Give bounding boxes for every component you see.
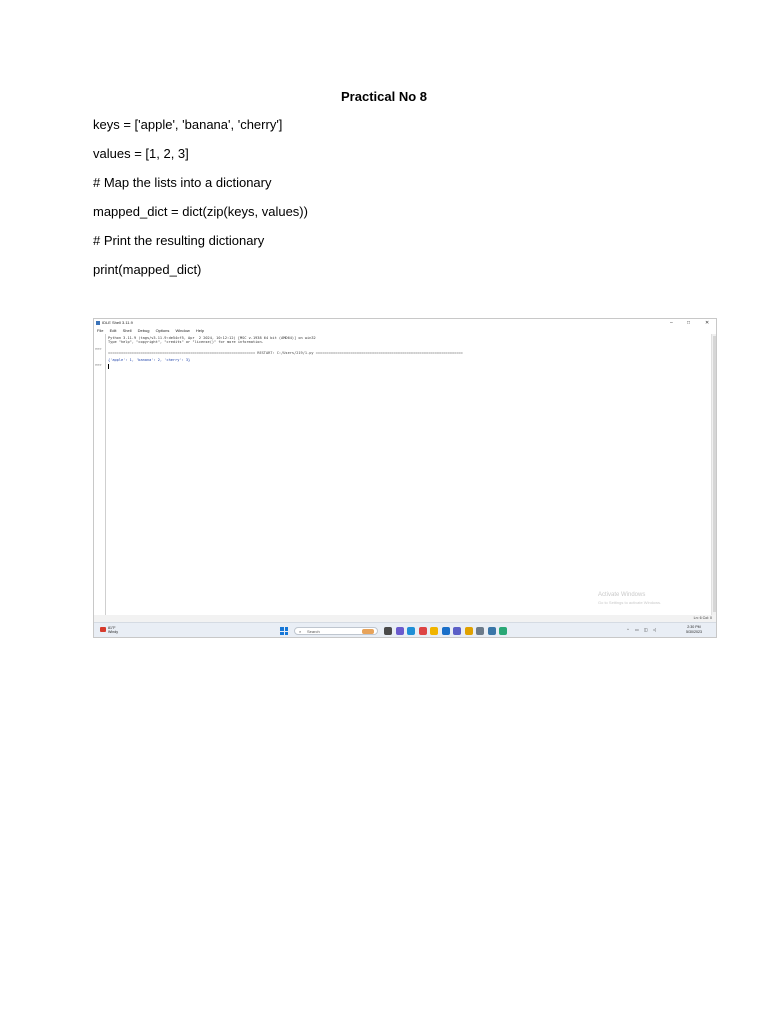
battery-icon[interactable]: ▭: [635, 627, 639, 632]
network-icon[interactable]: ◫: [643, 627, 648, 632]
taskbar-search-box[interactable]: [294, 627, 378, 635]
idle-app-icon: [96, 321, 100, 325]
vertical-scrollbar[interactable]: [711, 334, 717, 615]
menu-debug[interactable]: Debug: [137, 328, 150, 333]
code-line-print: print(mapped_dict): [93, 262, 202, 277]
code-line-keys: keys = ['apple', 'banana', 'cherry']: [93, 117, 283, 132]
start-button[interactable]: [280, 627, 288, 635]
chevron-up-icon[interactable]: ^: [627, 627, 629, 632]
window-title: IDLE Shell 3.11.9: [102, 320, 133, 325]
search-icon: ⌕: [299, 629, 302, 634]
file-explorer-icon[interactable]: [384, 627, 392, 635]
cursor-position: Ln: 6 Col: 0: [693, 616, 712, 620]
menu-options[interactable]: Options: [155, 328, 170, 333]
prompt-marker: >>>: [95, 363, 102, 367]
settings-icon[interactable]: [476, 627, 484, 635]
menu-bar: [94, 327, 716, 334]
status-bar: [94, 615, 716, 622]
menu-window[interactable]: Window: [175, 328, 190, 333]
menu-file[interactable]: File: [97, 328, 104, 333]
weather-temperature: 81°F: [108, 626, 116, 630]
code-comment-map: # Map the lists into a dictionary: [93, 175, 272, 190]
prompt-gutter: [94, 334, 106, 615]
edge-icon[interactable]: [407, 627, 415, 635]
prompt-marker: >>>: [95, 347, 102, 351]
code-line-mapped-dict: mapped_dict = dict(zip(keys, values)): [93, 204, 308, 219]
code-comment-print: # Print the resulting dictionary: [93, 233, 265, 248]
folder-icon[interactable]: [430, 627, 438, 635]
clock-date: 5/30/2023: [686, 630, 702, 634]
shell-output-line: {'apple': 1, 'banana': 2, 'cherry': 3}: [108, 358, 191, 362]
shell-editor[interactable]: [94, 334, 710, 615]
text-cursor: [108, 364, 109, 369]
maximize-button[interactable]: □: [687, 320, 691, 326]
menu-shell[interactable]: Shell: [122, 328, 132, 333]
shell-banner-line: Type "help", "copyright", "credits" or "license()" for more information.: [108, 340, 264, 344]
chrome-icon[interactable]: [465, 627, 473, 635]
watermark-subtitle: Go to Settings to activate Windows.: [598, 600, 662, 605]
teams-icon[interactable]: [453, 627, 461, 635]
outlook-icon[interactable]: [442, 627, 450, 635]
system-tray: [627, 627, 656, 632]
taskbar-clock[interactable]: [686, 625, 702, 635]
weather-icon: [100, 627, 106, 632]
watermark-title: Activate Windows: [598, 592, 646, 598]
shell-banner-line: Python 3.11.9 (tags/v3.11.9:de54cf5, Apr 2 2024, 10:12:12) [MSC v.1938 64 bit (AMD64)] on win32: [108, 336, 316, 340]
page-title: Practical No 8: [341, 89, 427, 104]
clock-time: 2:30 PM: [687, 625, 701, 629]
menu-help[interactable]: Help: [195, 328, 205, 333]
idle-shell-screenshot: [93, 318, 717, 638]
minimize-button[interactable]: –: [670, 320, 673, 326]
windows-taskbar: [94, 622, 716, 638]
copilot-icon[interactable]: [396, 627, 404, 635]
close-button[interactable]: ✕: [705, 320, 710, 326]
window-titlebar: [94, 319, 716, 327]
photos-icon[interactable]: [499, 627, 507, 635]
weather-condition: Windy: [108, 630, 118, 634]
scrollbar-thumb[interactable]: [713, 336, 716, 612]
search-placeholder: Search: [307, 629, 320, 634]
volume-icon[interactable]: ◁: [652, 627, 656, 632]
activate-windows-watermark: [598, 592, 661, 606]
search-highlight-icon: [362, 629, 374, 634]
menu-edit[interactable]: Edit: [109, 328, 117, 333]
code-line-values: values = [1, 2, 3]: [93, 146, 189, 161]
python-icon[interactable]: [488, 627, 496, 635]
calendar-icon[interactable]: [419, 627, 427, 635]
shell-restart-line: ==================================================================== RESTART: C:/Users/219/1.py ====================================================================: [108, 351, 463, 355]
